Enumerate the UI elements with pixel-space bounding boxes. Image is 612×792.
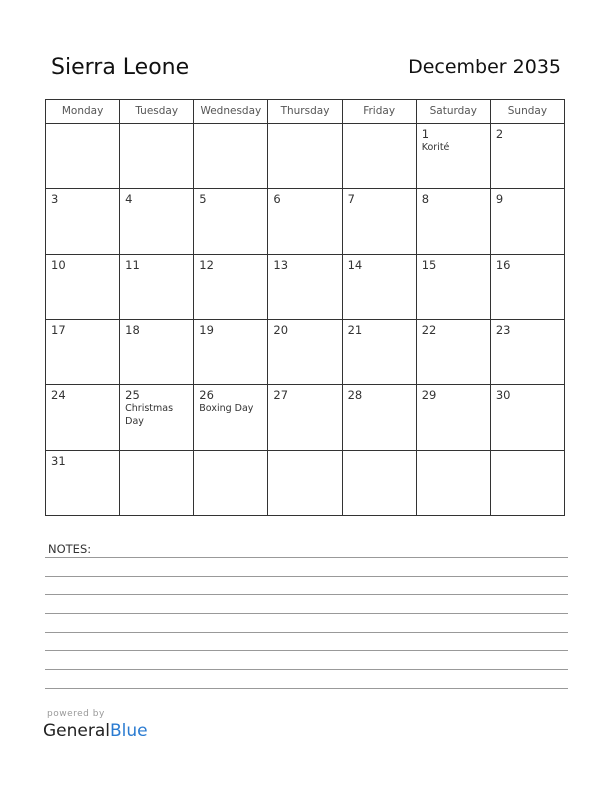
day-number: 15: [421, 257, 437, 272]
brand-logo: [43, 721, 148, 741]
day-number: 14: [347, 257, 363, 272]
day-cell: [343, 385, 417, 450]
day-number: 12: [199, 257, 214, 272]
day-cell: [120, 320, 194, 385]
day-cell: [417, 124, 491, 189]
day-cell: [46, 124, 120, 189]
day-number: 22: [421, 323, 437, 337]
day-number: 5: [199, 192, 207, 207]
day-number: 27: [273, 388, 289, 403]
day-number: 11: [125, 257, 140, 272]
notes-line: [45, 557, 568, 558]
powered-by-text: powered by: [47, 709, 105, 719]
day-cell: [194, 255, 268, 320]
notes-line: [45, 650, 568, 651]
day-cell: [194, 124, 268, 189]
day-cell: [120, 255, 194, 320]
day-number: 26: [199, 388, 214, 403]
brand-general: General: [43, 721, 110, 741]
holiday-label: Korité: [421, 142, 450, 153]
day-number: 17: [51, 323, 66, 337]
country-title: Sierra Leone: [51, 55, 190, 80]
weekday-header: Monday: [46, 100, 120, 124]
day-cell: [343, 189, 417, 254]
brand-blue: Blue: [110, 721, 148, 741]
day-number: 29: [421, 388, 437, 403]
day-number: 30: [495, 388, 511, 403]
weekday-header: Friday: [343, 100, 417, 124]
day-cell: [343, 451, 417, 516]
day-number: 1: [421, 127, 430, 141]
day-number: 23: [495, 323, 511, 337]
day-number: 31: [51, 453, 66, 468]
day-cell: [268, 124, 342, 189]
day-cell: [268, 189, 342, 254]
day-number: 8: [421, 192, 430, 207]
weekday-header: Saturday: [417, 100, 491, 124]
day-cell: [417, 189, 491, 254]
day-number: 25: [125, 388, 140, 403]
day-cell: [120, 189, 194, 254]
day-cell: [491, 124, 565, 189]
day-cell: [194, 320, 268, 385]
day-cell: [268, 320, 342, 385]
calendar-grid: [45, 99, 565, 516]
day-cell: [491, 189, 565, 254]
month-title: December 2035: [408, 56, 561, 78]
notes-line: [45, 688, 568, 689]
holiday-label: Boxing Day: [199, 403, 254, 415]
day-number: 16: [495, 257, 511, 272]
day-cell: [46, 255, 120, 320]
day-cell: [120, 385, 194, 450]
weekday-header: Thursday: [268, 100, 342, 124]
day-number: 10: [51, 257, 66, 272]
day-cell: [268, 451, 342, 516]
day-number: 24: [51, 388, 66, 403]
day-cell: [46, 320, 120, 385]
notes-line: [45, 669, 568, 670]
day-number: 2: [495, 127, 504, 141]
day-number: 28: [347, 388, 363, 403]
notes-line: [45, 613, 568, 614]
day-number: 6: [273, 192, 281, 207]
day-cell: [343, 124, 417, 189]
day-cell: [268, 255, 342, 320]
weekday-header: Sunday: [491, 100, 565, 124]
day-cell: [343, 255, 417, 320]
day-number: 13: [273, 257, 289, 272]
day-cell: [491, 451, 565, 516]
day-number: 4: [125, 192, 133, 207]
day-number: 9: [495, 192, 504, 207]
day-cell: [194, 189, 268, 254]
day-cell: [194, 451, 268, 516]
day-cell: [46, 385, 120, 450]
holiday-label: Christmas Day: [125, 403, 174, 428]
weekday-header: Tuesday: [120, 100, 194, 124]
day-cell: [417, 320, 491, 385]
day-cell: [268, 385, 342, 450]
notes-line: [45, 576, 568, 577]
day-cell: [491, 385, 565, 450]
day-cell: [343, 320, 417, 385]
day-number: 21: [347, 323, 363, 337]
day-number: 7: [347, 192, 355, 207]
day-number: 19: [199, 323, 214, 337]
notes-line: [45, 594, 568, 595]
day-number: 3: [51, 192, 59, 207]
notes-line: [45, 632, 568, 633]
day-cell: [46, 451, 120, 516]
day-cell: [120, 451, 194, 516]
day-cell: [417, 385, 491, 450]
day-cell: [491, 255, 565, 320]
day-cell: [194, 385, 268, 450]
day-number: 18: [125, 323, 140, 337]
day-cell: [417, 255, 491, 320]
day-number: 20: [273, 323, 289, 337]
day-cell: [491, 320, 565, 385]
day-cell: [120, 124, 194, 189]
day-cell: [46, 189, 120, 254]
day-cell: [417, 451, 491, 516]
weekday-header: Wednesday: [194, 100, 268, 124]
notes-label: NOTES:: [48, 542, 92, 556]
